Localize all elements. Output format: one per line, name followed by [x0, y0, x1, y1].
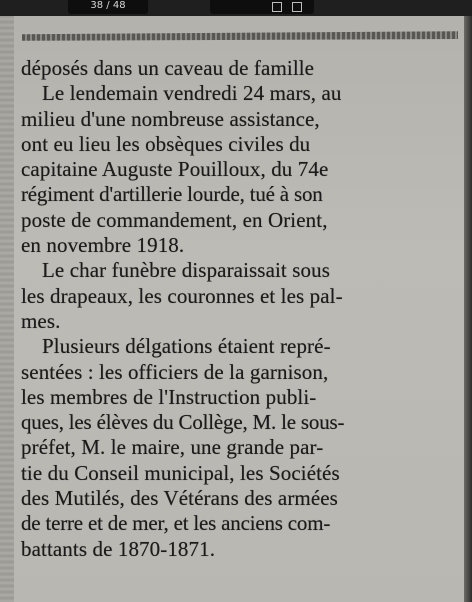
fit-page-icon[interactable] [272, 2, 282, 12]
article-line: ont eu lieu les obsèques civiles du [21, 131, 311, 156]
article-line: Le char funèbre disparaissait sous [42, 258, 330, 283]
article-text [21, 56, 462, 562]
article-line: préfet, M. le maire, une grande par- [21, 435, 324, 460]
viewer-toolbar [0, 0, 472, 16]
article-line: ques, les élèves du Collège, M. le sous- [21, 410, 345, 435]
page-indicator[interactable]: 38 / 48 [68, 0, 148, 14]
article-line: poste de commandement, en Orient, [21, 207, 328, 232]
article-line: en novembre 1918. [21, 233, 185, 258]
article-line: de terre et de mer, et les anciens com- [21, 511, 331, 536]
article-line: mes. [21, 308, 61, 333]
column-edge-right [464, 16, 472, 602]
article-line: sentées : les officiers de la garnison, [21, 359, 329, 384]
article-line: Plusieurs délgations étaient repré- [42, 334, 331, 359]
article-line: tie du Conseil municipal, les Sociétés [21, 460, 340, 485]
article-line: des Mutilés, des Vétérans des armées [21, 486, 338, 511]
article-line: les drapeaux, les couronnes et les pal- [21, 283, 343, 308]
article-line: déposés dans un caveau de famille [21, 56, 315, 80]
viewer-tools [210, 0, 314, 14]
article-line: capitaine Auguste Pouilloux, du 74e [21, 157, 329, 182]
article-line: milieu d'une nombreuse assistance, [21, 106, 320, 131]
article-line: Le lendemain vendredi 24 mars, au [42, 81, 342, 106]
fullscreen-icon[interactable] [292, 2, 302, 12]
article-line: battants de 1870-1871. [21, 536, 216, 561]
article-line: régiment d'artillerie lourde, tué à son [21, 182, 323, 207]
column-edge-left [0, 16, 14, 602]
article-line: les membres de l'Instruction publi- [21, 384, 317, 409]
